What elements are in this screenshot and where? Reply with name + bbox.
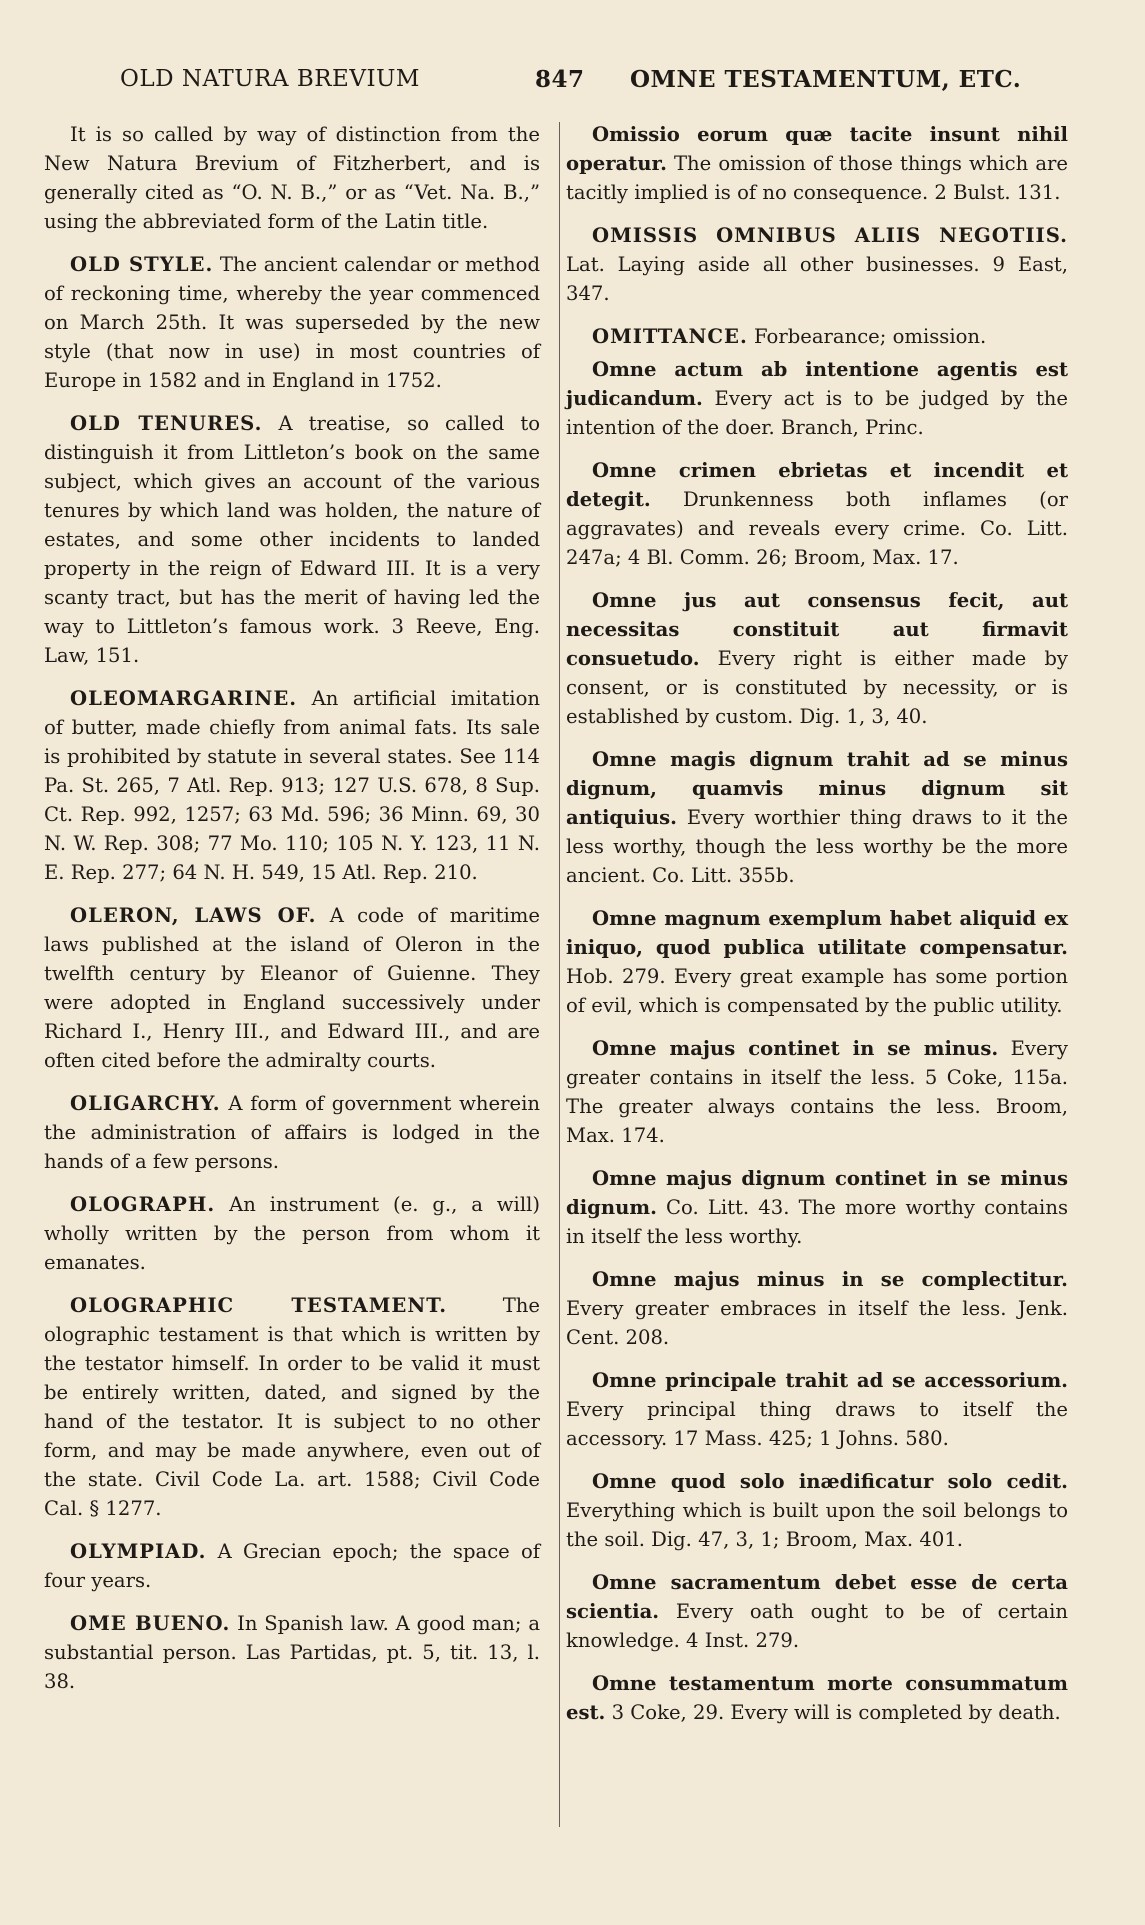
entry-text: Every oath ought to be of certain knowledge. 4 Inst. 279. <box>566 1600 1068 1652</box>
entry-text: Every greater embraces in itself the less. Jenk. Cent. 208. <box>566 1297 1068 1349</box>
entry-text: Forbearance; omission. <box>754 325 987 348</box>
entry-text: The olographic testament is that which is written by the testator himself. In order to be valid it must be entirely written, dated, and signed by the hand of the testator. It is subject to no other form, and may be made anywhere, even out of the state. Civil Code La. art. 1588; Civil Code Cal. § 1277. <box>44 1294 540 1520</box>
entry-head: Omne quod solo inædificatur solo cedit. <box>592 1470 1068 1493</box>
entry-text: Every right is either made by consent, or is constituted by necessity, or is established by custom. Dig. 1, 3, 40. <box>566 647 1068 728</box>
entry <box>566 1669 1068 1727</box>
entry-text: In Spanish law. A good man; a substantial person. Las Partidas, pt. 5, tit. 13, l. 38. <box>44 1612 540 1693</box>
page-number: 847 <box>535 66 585 93</box>
entry <box>566 745 1068 890</box>
entry-text: It is so called by way of distinction from the New Natura Brevium of Fitzherbert, and is generally cited as “O. N. B.,” or as “Vet. Na. B.,” using the abbreviated form of the Latin title. <box>44 123 540 233</box>
entry <box>566 456 1068 572</box>
entry-head: OLYMPIAD. <box>70 1540 207 1563</box>
entry <box>44 1089 540 1176</box>
entry <box>44 120 540 236</box>
left-column <box>44 120 540 1710</box>
entry-head: Omne jus aut consensus fecit, aut necessitas constituit aut firmavit consuetudo. <box>566 589 1068 670</box>
entry-text: A Grecian epoch; the space of four years. <box>44 1540 540 1592</box>
entry <box>566 355 1068 442</box>
entry-head: Omne magis dignum trahit ad se minus dignum, quamvis minus dignum sit antiquius. <box>566 748 1068 829</box>
entry <box>566 120 1068 207</box>
entry-text: Every principal thing draws to itself the accessory. 17 Mass. 425; 1 Johns. 580. <box>566 1398 1068 1450</box>
entry-head: OME BUENO. <box>70 1612 231 1635</box>
entry <box>566 1467 1068 1554</box>
entry <box>44 1537 540 1595</box>
entry-text: Hob. 279. Every great example has some portion of evil, which is compensated by the public utility. <box>566 965 1068 1017</box>
entry-text: Every worthier thing draws to it the less worthy, though the less worthy be the more ancient. Co. Litt. 355b. <box>566 806 1068 887</box>
entry-head: Omne crimen ebrietas et incendit et detegit. <box>566 459 1068 511</box>
entry-head: OLOGRAPH. <box>70 1193 216 1216</box>
entry <box>566 586 1068 731</box>
entry-head: OLD TENURES. <box>70 412 263 435</box>
entry-head: Omne testamentum morte consummatum est. <box>566 1672 1068 1724</box>
entry-head: Omne principale trahit ad se accessorium. <box>592 1369 1068 1392</box>
entry-text: An instrument (e. g., a will) wholly written by the person from whom it emanates. <box>44 1193 540 1274</box>
entry <box>44 250 540 395</box>
entry <box>566 904 1068 1020</box>
entry-text: Lat. Laying aside all other businesses. 9 East, 347. <box>566 253 1068 305</box>
entry-head: Omne actum ab intentione agentis est judicandum. <box>566 358 1068 410</box>
entry-text: 3 Coke, 29. Every will is completed by death. <box>611 1701 1061 1724</box>
column-divider <box>559 122 560 1827</box>
right-column <box>566 120 1068 1741</box>
entry-head: Omissio eorum quæ tacite insunt nihil operatur. <box>566 123 1068 175</box>
running-head-left: OLD NATURA BREVIUM <box>120 66 420 92</box>
entry <box>566 1265 1068 1352</box>
entry <box>566 1568 1068 1655</box>
entry-text: A treatise, so called to distinguish it from Littleton’s book on the same subject, which gives an account of the various tenures by which land was holden, the nature of estates, and some other incidents to landed property in the reign of Edward III. It is a very scanty tract, but has the merit of having led the way to Littleton’s famous work. 3 Reeve, Eng. Law, 151. <box>44 412 540 667</box>
running-head-right: OMNE TESTAMENTUM, ETC. <box>630 66 1022 93</box>
entry-text: A code of maritime laws published at the island of Oleron in the twelfth century by Eleanor of Guienne. They were adopted in England successively under Richard I., Henry III., and Edward III., and are often cited before the admiralty courts. <box>44 904 540 1072</box>
entry-text: Drunkenness both inflames (or aggravates) and reveals every crime. Co. Litt. 247a; 4 Bl. Comm. 26; Broom, Max. 17. <box>566 488 1068 569</box>
entry-head: OLOGRAPHIC TESTAMENT. <box>70 1294 448 1317</box>
entry-head: Omne sacramentum debet esse de certa scientia. <box>566 1571 1068 1623</box>
entry-head: Omne majus minus in se complectitur. <box>592 1268 1068 1291</box>
entry-text: The ancient calendar or method of reckoning time, whereby the year commenced on March 25th. It was superseded by the new style (that now in use) in most countries of Europe in 1582 and in England in 1752. <box>44 253 540 392</box>
entry <box>566 1034 1068 1150</box>
entry-head: OLD STYLE. <box>70 253 214 276</box>
entry <box>44 409 540 670</box>
entry-text: Everything which is built upon the soil belongs to the soil. Dig. 47, 3, 1; Broom, Max. 401. <box>566 1499 1068 1551</box>
entry-head: OLERON, LAWS OF. <box>70 904 317 927</box>
entry <box>44 1190 540 1277</box>
page-header <box>120 66 1022 106</box>
entry <box>566 221 1068 308</box>
entry-text: Co. Litt. 43. The more worthy contains in itself the less worthy. <box>566 1196 1068 1248</box>
entry-head: OMITTANCE. <box>592 325 748 348</box>
entry-text: The omission of those things which are tacitly implied is of no consequence. 2 Bulst. 131. <box>566 152 1068 204</box>
entry <box>566 322 1068 351</box>
entry-text: A form of government wherein the administration of affairs is lodged in the hands of a few persons. <box>44 1092 540 1173</box>
entry <box>44 1609 540 1696</box>
entry-head: OLEOMARGARINE. <box>70 687 298 710</box>
entry-text: Every greater contains in itself the less. 5 Coke, 115a. The greater always contains the less. Broom, Max. 174. <box>566 1037 1068 1147</box>
entry <box>566 1366 1068 1453</box>
entry <box>44 1291 540 1523</box>
entry <box>566 1164 1068 1251</box>
entry-head: Omne majus dignum continet in se minus dignum. <box>566 1167 1068 1219</box>
entry-head: OMISSIS OMNIBUS ALIIS NEGOTIIS. <box>592 224 1068 247</box>
entry-head: Omne magnum exemplum habet aliquid ex iniquo, quod publica utilitate compensatur. <box>566 907 1068 959</box>
entry-text: Every act is to be judged by the intention of the doer. Branch, Princ. <box>566 387 1068 439</box>
entry-head: Omne majus continet in se minus. <box>592 1037 999 1060</box>
entry <box>44 901 540 1075</box>
entry <box>44 684 540 887</box>
entry-text: An artificial imitation of butter, made chiefly from animal fats. Its sale is prohibited by statute in several states. See 114 Pa. St. 265, 7 Atl. Rep. 913; 127 U.S. 678, 8 Sup. Ct. Rep. 992, 1257; 63 Md. 596; 36 Minn. 69, 30 N. W. Rep. 308; 77 Mo. 110; 105 N. Y. 123, 11 N. E. Rep. 277; 64 N. H. 549, 15 Atl. Rep. 210. <box>44 687 540 884</box>
entry-head: OLIGARCHY. <box>70 1092 221 1115</box>
